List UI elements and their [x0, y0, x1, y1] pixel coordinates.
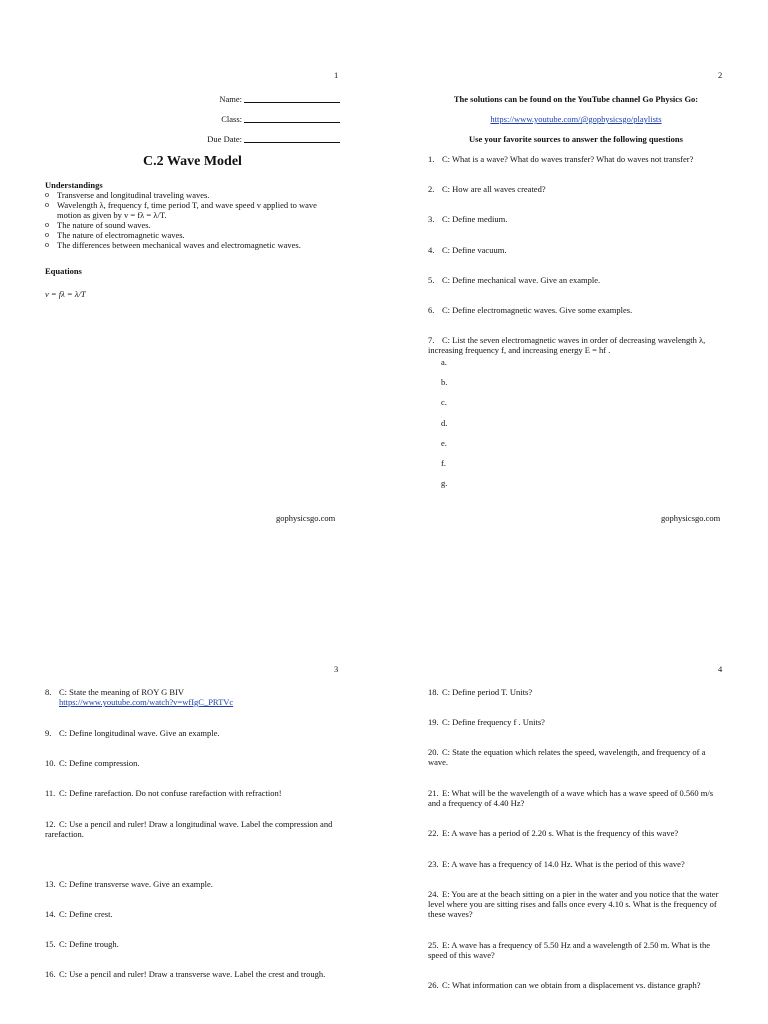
sub-item: f.: [441, 458, 446, 468]
question: [428, 214, 728, 224]
playlist-link[interactable]: https://www.youtube.com/@gophysicsgo/playlists: [490, 114, 662, 124]
question-text: C: Define mechanical wave. Give an example.: [442, 275, 601, 285]
question-number: 8.: [45, 687, 52, 697]
question-text: C: What information can we obtain from a displacement vs. distance graph?: [442, 980, 701, 990]
question-text: C: Define compression.: [59, 758, 140, 768]
sub-item: c.: [441, 397, 447, 407]
question-number: 16.: [45, 969, 56, 979]
question-number: 19.: [428, 717, 439, 727]
question-text: C: Define vacuum.: [442, 245, 507, 255]
question-number: 22.: [428, 828, 439, 838]
page-number: 1: [334, 70, 339, 80]
header-fields: [200, 94, 340, 154]
question: [428, 859, 724, 869]
question-number: 3.: [428, 214, 435, 224]
question-number: 2.: [428, 184, 435, 194]
question-text: C: Define frequency f . Units?: [442, 717, 545, 727]
equation: v = fλ = λ/T: [45, 289, 86, 299]
question: [45, 758, 345, 768]
sub-item: d.: [441, 418, 448, 428]
page-title: C.2 Wave Model: [143, 154, 242, 169]
sub-item: a.: [441, 357, 447, 367]
question-text: C: Define longitudinal wave. Give an example.: [59, 728, 220, 738]
question-text: E: A wave has a frequency of 14.0 Hz. What is the period of this wave?: [442, 859, 685, 869]
page-number: 2: [718, 70, 723, 80]
list-item: o The nature of electromagnetic waves.: [45, 230, 335, 240]
question-number: 12.: [45, 819, 56, 829]
equations-heading: Equations: [45, 266, 82, 276]
question: [428, 717, 724, 727]
question-number: 25.: [428, 940, 439, 950]
sub-item: b.: [441, 377, 448, 387]
question: [45, 879, 345, 889]
question: [45, 687, 345, 707]
understandings-heading: Understandings: [45, 180, 103, 190]
question-text: E: You are at the beach sitting on a pier in the water and you notice that the water level where you are sitting rises and falls once every 4.10 s. What is the frequency of these waves?: [428, 889, 719, 919]
roygbiv-link[interactable]: https://www.youtube.com/watch?v=wfIgC_PRTVc: [59, 697, 234, 707]
question-number: 10.: [45, 758, 56, 768]
question-text: C: State the meaning of ROY G BIV: [59, 687, 185, 697]
question: [428, 275, 728, 285]
class-blank[interactable]: [244, 114, 340, 123]
due-date-field[interactable]: Due Date:: [200, 134, 340, 154]
list-item: o Transverse and longitudinal traveling waves.: [45, 190, 335, 200]
question-text: C: Define period T. Units?: [442, 687, 533, 697]
class-field[interactable]: Class:: [200, 114, 340, 134]
question: [428, 980, 724, 990]
solutions-note: The solutions can be found on the YouTube channel Go Physics Go:: [453, 94, 699, 104]
page-number: 3: [334, 664, 339, 674]
question-number: 14.: [45, 909, 56, 919]
question: [45, 819, 337, 839]
question-number: 23.: [428, 859, 439, 869]
question-text: C: Define crest.: [59, 909, 113, 919]
question-text: C: Use a pencil and ruler! Draw a transverse wave. Label the crest and trough.: [59, 969, 326, 979]
question-number: 26.: [428, 980, 439, 990]
playlist-link-wrap: [428, 114, 724, 124]
question-number: 7.: [428, 335, 435, 345]
sources-note: Use your favorite sources to answer the following questions: [469, 134, 683, 144]
question-number: 6.: [428, 305, 435, 315]
question-text: C: What is a wave? What do waves transfer? What do waves not transfer?: [442, 154, 694, 164]
question: [45, 728, 345, 738]
question-text: E: A wave has a period of 2.20 s. What is the frequency of this wave?: [442, 828, 679, 838]
question: [45, 788, 345, 798]
name-blank[interactable]: [244, 94, 340, 103]
question: [45, 939, 345, 949]
question-text: E: What will be the wavelength of a wave which has a wave speed of 0.560 m/s and a frequency of 4.40 Hz?: [428, 788, 714, 808]
question: [45, 909, 345, 919]
question-text: C: List the seven electromagnetic waves in order of decreasing wavelength λ, increasing frequency f, and increasing energy E = hf .: [428, 335, 706, 355]
question: [428, 788, 724, 808]
list-item: o The differences between mechanical waves and electromagnetic waves.: [45, 240, 335, 250]
question: [428, 184, 728, 194]
question: [428, 940, 724, 960]
question-number: 21.: [428, 788, 439, 798]
footer-site: gophysicsgo.com: [661, 513, 721, 523]
question-number: 9.: [45, 728, 52, 738]
question-number: 5.: [428, 275, 435, 285]
footer-site: gophysicsgo.com: [276, 513, 336, 523]
sub-item: e.: [441, 438, 447, 448]
question: [428, 154, 728, 164]
due-date-blank[interactable]: [244, 134, 340, 143]
question-number: 18.: [428, 687, 439, 697]
question: [428, 889, 724, 919]
question-text: C: State the equation which relates the speed, wavelength, and frequency of a wave.: [428, 747, 706, 767]
name-field[interactable]: Name:: [200, 94, 340, 114]
question-text: C: Use a pencil and ruler! Draw a longitudinal wave. Label the compression and rarefaction.: [45, 819, 333, 839]
question: [428, 828, 724, 838]
understandings-list: [45, 190, 335, 250]
question-number: 1.: [428, 154, 435, 164]
question-number: 24.: [428, 889, 439, 899]
list-item: o The nature of sound waves.: [45, 220, 335, 230]
question-text: C: Define electromagnetic waves. Give some examples.: [442, 305, 633, 315]
sub-item: g.: [441, 478, 448, 488]
understandings-section: [45, 180, 335, 250]
question-text: E: A wave has a frequency of 5.50 Hz and a wavelength of 2.50 m. What is the speed of this wave?: [428, 940, 710, 960]
question-text: C: Define rarefaction. Do not confuse rarefaction with refraction!: [59, 788, 282, 798]
question: [428, 687, 724, 697]
question-number: 4.: [428, 245, 435, 255]
question: [428, 245, 728, 255]
list-item: o Wavelength λ, frequency f, time period T, and wave speed v applied to wave motion as given by v = fλ = λ/T.: [45, 200, 335, 220]
page-number: 4: [718, 664, 723, 674]
question: [428, 335, 724, 355]
question-number: 11.: [45, 788, 56, 798]
question-text: C: Define transverse wave. Give an example.: [59, 879, 213, 889]
question-text: C: Define trough.: [59, 939, 119, 949]
question-number: 15.: [45, 939, 56, 949]
question-text: C: How are all waves created?: [442, 184, 546, 194]
question: [428, 747, 724, 767]
question-number: 20.: [428, 747, 439, 757]
question-text: C: Define medium.: [442, 214, 508, 224]
question: [45, 969, 337, 979]
question: [428, 305, 728, 315]
question-number: 13.: [45, 879, 56, 889]
